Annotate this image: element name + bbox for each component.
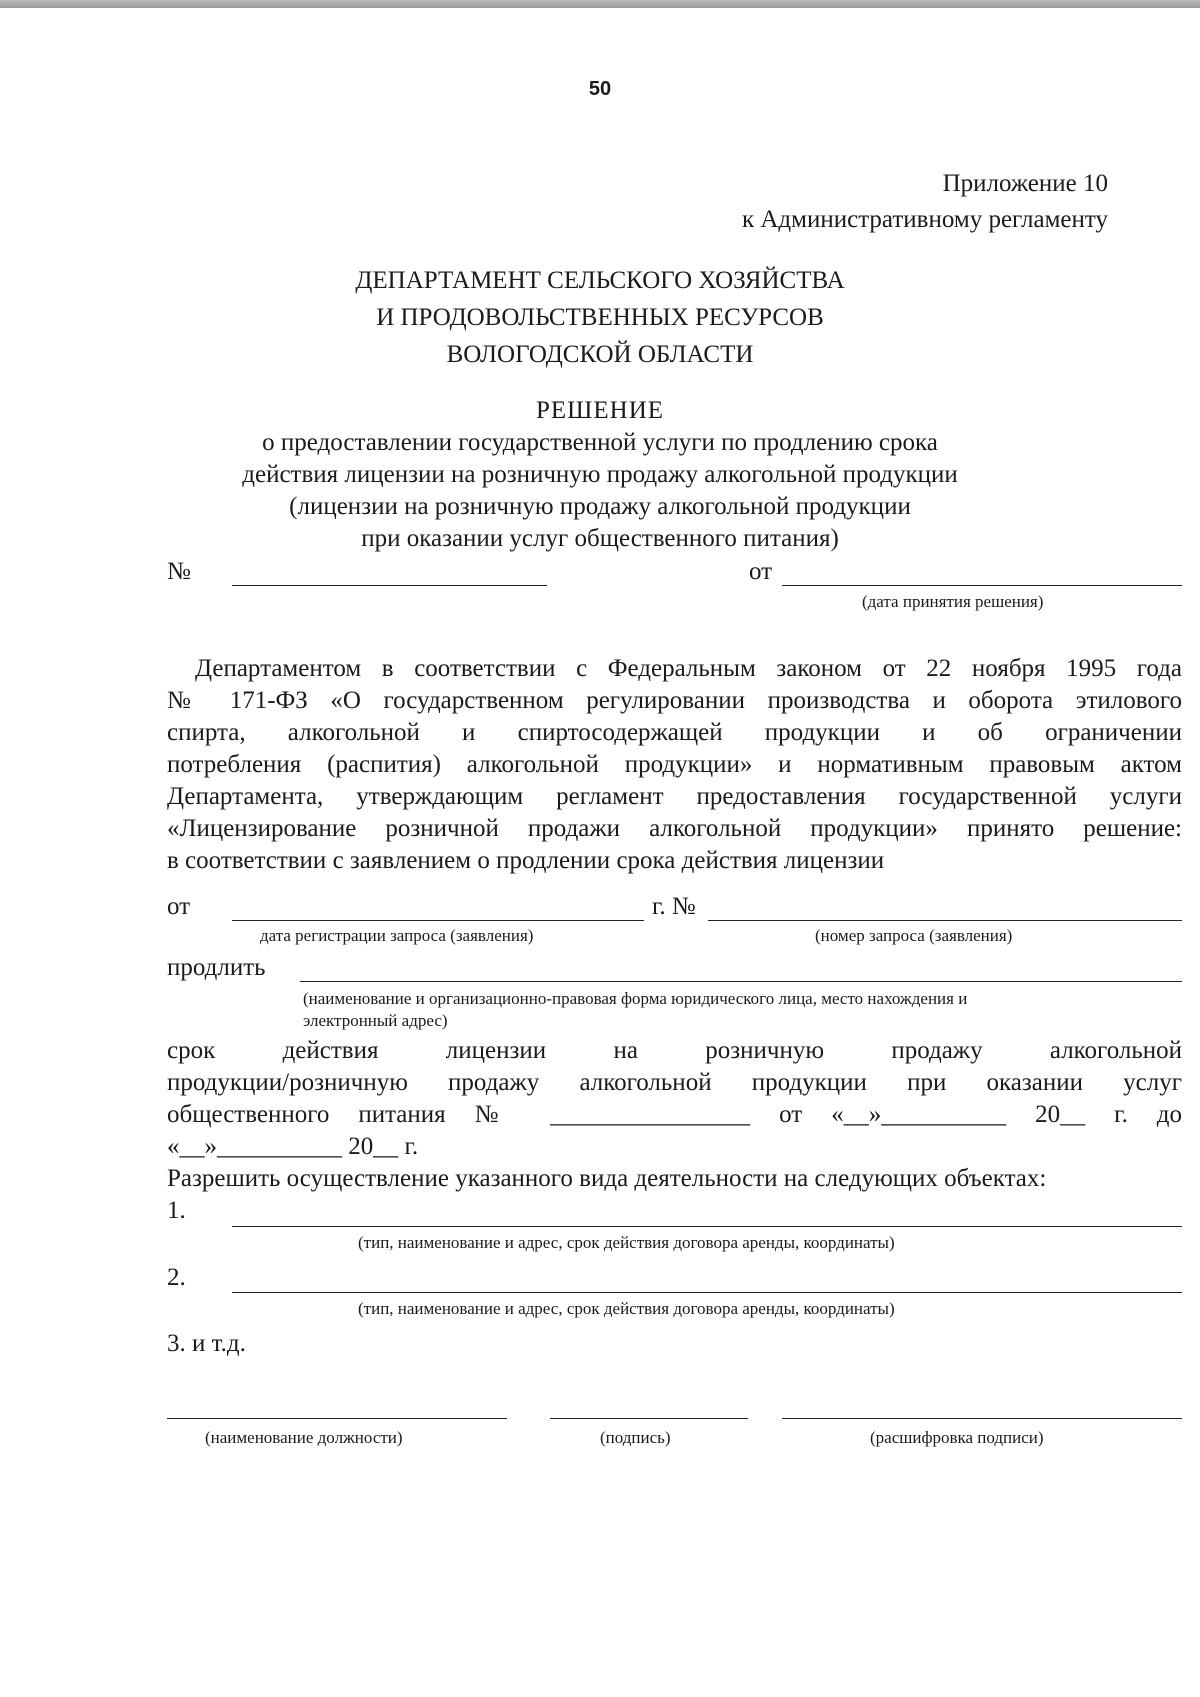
decision-date-label: от xyxy=(749,558,773,585)
extend-label: продлить xyxy=(167,954,266,981)
object-item-2-caption: (тип, наименование и адрес, срок действия договора аренды, координаты) xyxy=(358,1299,895,1318)
decision-number-line xyxy=(232,585,547,586)
body-paragraph xyxy=(167,653,1182,877)
name-caption: (расшифровка подписи) xyxy=(870,1428,1044,1447)
request-date-line xyxy=(232,920,644,921)
term-line-2: продукции/розничную продажу алкогольной продукции при оказании услуг xyxy=(167,1069,1182,1096)
appendix-line-1: Приложение 10 xyxy=(942,170,1108,197)
body-line: Департаментом в соответствии с Федеральным законом от 22 ноября 1995 года xyxy=(195,655,1182,682)
department-line-1: ДЕПАРТАМЕНТ СЕЛЬСКОГО ХОЗЯЙСТВА xyxy=(355,267,845,294)
object-item-1-caption: (тип, наименование и адрес, срок действия договора аренды, координаты) xyxy=(358,1233,895,1252)
object-item-1-line xyxy=(232,1226,1182,1227)
object-item-1-label: 1. xyxy=(167,1197,186,1224)
body-line: Департамента, утверждающим регламент предоставления государственной услуги xyxy=(167,783,1182,810)
decision-line-2: действия лицензии на розничную продажу алкогольной продукции xyxy=(242,461,958,488)
page-number: 50 xyxy=(588,78,612,100)
name-line xyxy=(782,1418,1182,1419)
body-line: в соответствии с заявлением о продлении срока действия лицензии xyxy=(167,847,885,874)
decision-title-block xyxy=(0,395,1200,555)
request-date-caption: дата регистрации запроса (заявления) xyxy=(260,926,534,945)
extend-caption xyxy=(303,988,967,1032)
signature-line xyxy=(550,1418,748,1419)
request-number-caption: (номер запроса (заявления) xyxy=(815,926,1013,945)
objects-intro: Разрешить осуществление указанного вида деятельности на следующих объектах: xyxy=(167,1165,1047,1192)
body-line: «Лицензирование розничной продажи алкогольной продукции» принято решение: xyxy=(167,815,1182,842)
decision-date-line xyxy=(782,585,1182,586)
decision-line-1: о предоставлении государственной услуги по продлению срока xyxy=(262,429,938,456)
decision-date-caption: (дата принятия решения) xyxy=(862,592,1044,611)
body-line: спирта, алкогольной и спиртосодержащей продукции и об ограничении xyxy=(167,719,1182,746)
department-line-3: ВОЛОГОДСКОЙ ОБЛАСТИ xyxy=(446,341,754,368)
signature-caption: (подпись) xyxy=(600,1428,671,1447)
request-number-label: г. № xyxy=(652,893,696,920)
decision-number-label: № xyxy=(167,558,191,585)
term-line-1: срок действия лицензии на розничную продажу алкогольной xyxy=(167,1037,1182,1064)
object-item-2-label: 2. xyxy=(167,1264,186,1291)
object-item-2-line xyxy=(232,1292,1182,1293)
decision-line-3: (лицензии на розничную продажу алкогольной продукции xyxy=(289,493,911,520)
appendix-line-2: к Административному регламенту xyxy=(741,206,1108,233)
decision-line-4: при оказании услуг общественного питания) xyxy=(361,525,839,552)
term-line-3: общественного питания № ________________ от «__»__________ 20__ г. до xyxy=(167,1101,1182,1128)
request-number-line xyxy=(708,920,1182,921)
body-line: потребления (распития) алкогольной продукции» и нормативным правовым актом xyxy=(167,751,1182,778)
position-caption: (наименование должности) xyxy=(205,1428,403,1447)
body-line: № 171-ФЗ «О государственном регулировании производства и оборота этилового xyxy=(167,687,1182,714)
position-line xyxy=(167,1418,507,1419)
department-heading xyxy=(0,262,1200,373)
department-line-2: И ПРОДОВОЛЬСТВЕННЫХ РЕСУРСОВ xyxy=(376,304,824,331)
extend-line xyxy=(300,981,1182,982)
term-line-4: «__»__________ 20__ г. xyxy=(167,1133,419,1160)
decision-heading: РЕШЕНИЕ xyxy=(535,397,665,424)
extend-caption-line-2: электронный адрес) xyxy=(303,1011,448,1030)
appendix-block xyxy=(742,166,1108,238)
top-border xyxy=(0,0,1200,8)
request-date-label: от xyxy=(167,893,191,920)
extend-caption-line-1: (наименование и организационно-правовая форма юридического лица, место нахождения и xyxy=(303,989,968,1008)
object-item-3-label: 3. и т.д. xyxy=(167,1330,246,1357)
